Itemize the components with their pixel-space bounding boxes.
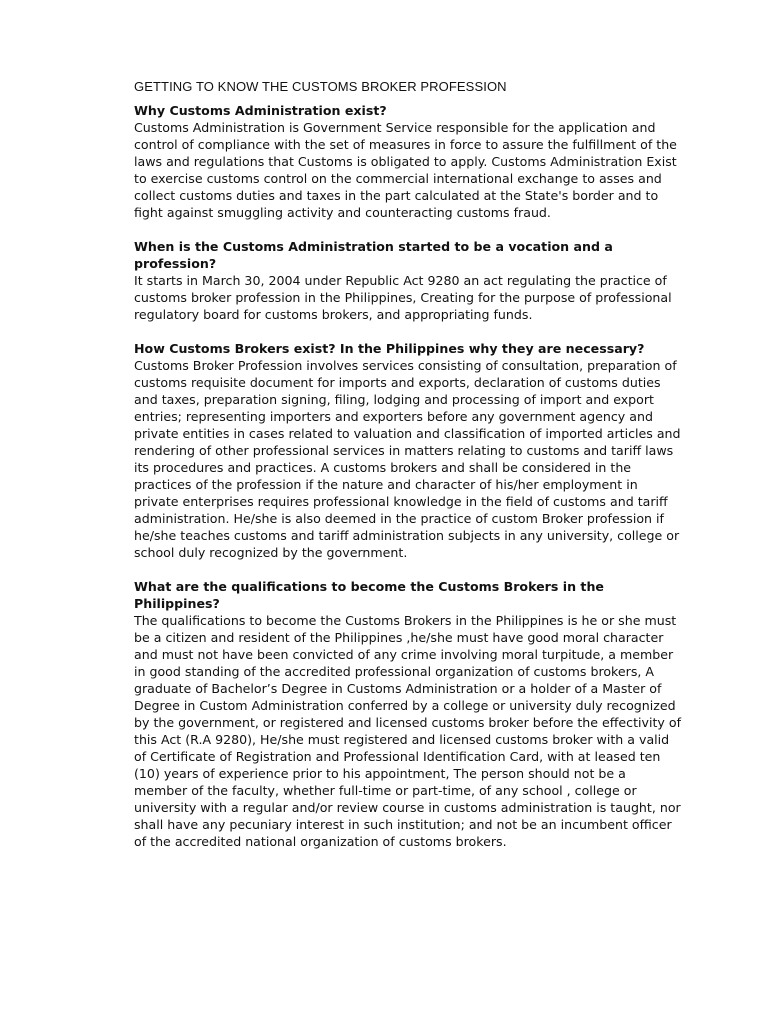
section-answer: Customs Broker Profession involves services consisting of consultation, preparation of customs requisite document for imports and exports, declaration of customs duties and taxes, preparation signing, filing, lodging and processing of import and export entries; representing importers and exporters before any government agency and private entities in cases related to valuation and classification of imported articles and rendering of other professional services in matters relating to customs and tariff laws its procedures and practices. A customs brokers and shall be considered in the practices of the profession if the nature and character of his/her employment in private enterprises requires professional knowledge in the field of customs and tariff administration. He/she is also deemed in the practice of custom Broker profession if he/she teaches customs and tariff administration subjects in any university, college or school duly recognized by the government.	[134, 358, 681, 560]
section-question: How Customs Brokers exist? In the Philippines why they are necessary?	[134, 341, 645, 356]
document-title: GETTING TO KNOW THE CUSTOMS BROKER PROFESSION	[134, 79, 507, 94]
section-answer: It starts in March 30, 2004 under Republic Act 9280 an act regulating the practice of customs broker profession in the Philippines, Creating for the purpose of professional regulatory board for customs brokers, and appropriating funds.	[134, 273, 672, 322]
section-answer: Customs Administration is Government Service responsible for the application and control of compliance with the set of measures in force to assure the fulfillment of the laws and regulations that Customs is obligated to apply. Customs Administration Exist to exercise customs control on the commercial international exchange to asses and collect customs duties and taxes in the part calculated at the State's border and to fight against smuggling activity and counteracting customs fraud.	[134, 120, 677, 220]
section-question: When is the Customs Administration started to be a vocation and a profession?	[134, 239, 613, 271]
section-why-customs-exist	[134, 102, 682, 221]
section-question: What are the qualifications to become the Customs Brokers in the Philippines?	[134, 579, 604, 611]
section-answer: The qualifications to become the Customs Brokers in the Philippines is he or she must be a citizen and resident of the Philippines ,he/she must have good moral character and must not have been convicted of any crime involving moral turpitude, a member in good standing of the accredited professional organization of customs brokers, A graduate of Bachelor’s Degree in Customs Administration or a holder of a Master of Degree in Custom Administration conferred by a college or university duly recognized by the government, or registered and licensed customs broker before the effectivity of this Act (R.A 9280), He/she must registered and licensed customs broker with a valid of Certificate of Registration and Professional Identification Card, with at leased ten (10) years of experience prior to his appointment, The person should not be a member of the faculty, whether full-time or part-time, of any school , college or university with a regular and/or review course in customs administration is taught, nor shall have any pecuniary interest in such institution; and not be an incumbent officer of the accredited national organization of customs brokers.	[134, 613, 682, 849]
section-qualifications	[134, 578, 682, 850]
section-when-started	[134, 238, 682, 323]
section-how-brokers-exist	[134, 340, 682, 561]
document-page	[134, 78, 682, 867]
section-question: Why Customs Administration exist?	[134, 103, 387, 118]
